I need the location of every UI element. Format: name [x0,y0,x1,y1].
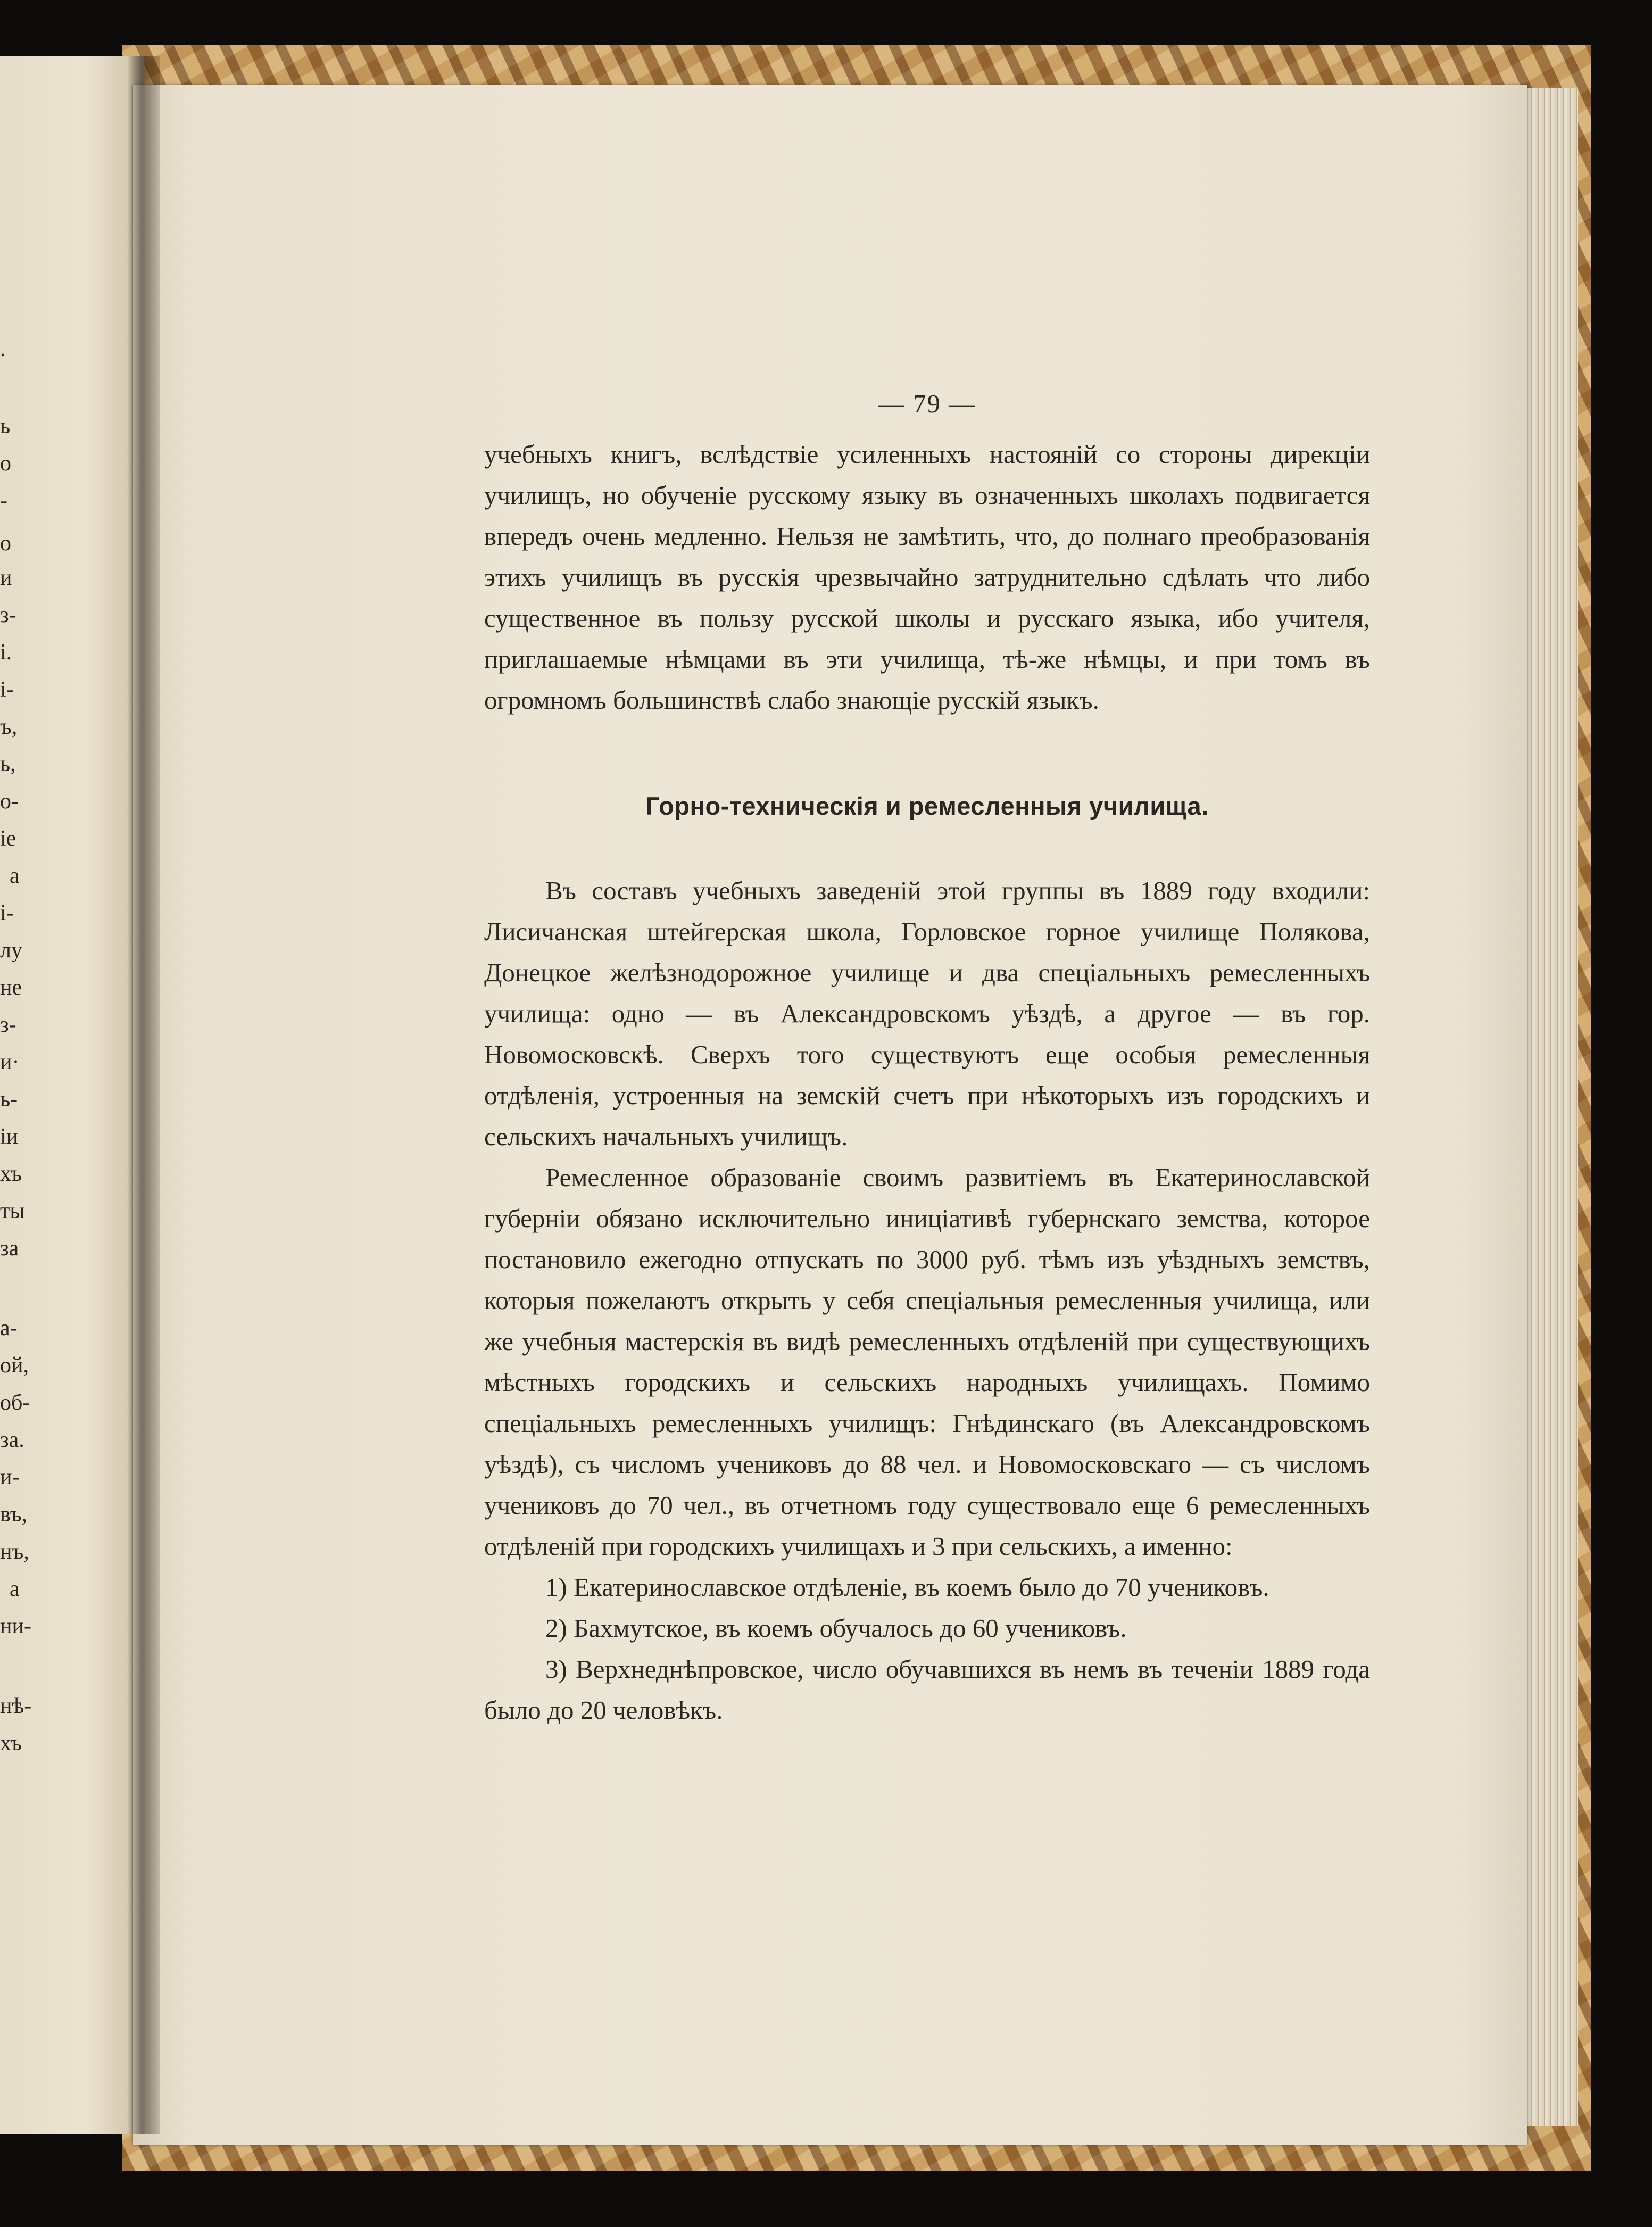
left-page-edge-fragment: ь, [0,752,16,776]
left-page-edge-fragment: о- [0,789,19,814]
left-page-edge-fragment: а [10,864,20,888]
list-item: 1) Екатеринославское отдѣленіе, въ коемъ было до 70 учениковъ. [545,1572,1269,1602]
left-page-edge-fragment: о [0,531,11,556]
left-page-edge-fragment: за. [0,1428,24,1452]
left-page-edge-fragment: з- [0,603,16,627]
left-page-edge-fragment: лу [0,938,22,963]
left-page-edge-fragment: і- [0,901,14,925]
left-page-edge-fragment: з- [0,1013,16,1037]
section-heading: Горно-техническія и ремесленныя училища. [645,792,1209,820]
paragraph-craft-education: Ремесленное образованіе своимъ развитіемъ въ Екатеринославской губерніи обязано исключительно иниціативѣ губернскаго земства, которое постановило ежегодно отпускать по 3000 руб. тѣмъ изъ уѣздныхъ земствъ, которыя пожелаютъ открыть у себя спеціальныя ремесленныя училища, или же учебныя мастерскія въ видѣ ремесленныхъ отдѣленій при существующихъ мѣстныхъ городскихъ и сельскихъ народныхъ училищахъ. Помимо спеціальныхъ ремесленныхъ училищъ: Гнѣдинскаго (въ Александровскомъ уѣздѣ), съ числомъ учениковъ до 88 чел. и Новомосковскаго — съ числомъ учениковъ до 70 чел., въ отчетномъ году существовало еще 6 ремесленныхъ отдѣленій при городскихъ училищахъ и 3 при сельскихъ, а именно: [484,1163,1370,1561]
book-page [133,85,1527,2145]
left-page-edge-fragment: и- [0,1465,20,1489]
left-page-edge-fragment: нѣ- [0,1694,32,1718]
left-page-edge-fragment: о [0,451,11,476]
list-item: 3) Верхнеднѣпровское, число обучавшихся въ немъ въ теченіи 1889 года было до 20 человѣкъ. [484,1654,1370,1725]
list-item: 2) Бахмутское, въ коемъ обучалось до 60 учениковъ. [545,1613,1127,1643]
left-page-edge-fragment: а- [0,1316,18,1340]
left-page-edge-fragment: и [0,566,12,590]
left-page-edge-fragment: об- [0,1390,30,1415]
left-page-edge-fragment: а [10,1577,20,1601]
left-page-edge-fragment: . [0,337,6,361]
paragraph-institutions: Въ составъ учебныхъ заведеній этой группы въ 1889 году входили: Лисичанская штейгерская школа, Горловское горное училище Полякова, Донецкое желѣзнодорожное училище и два спеціальныхъ ремесленныхъ училища: одно — въ Александровскомъ уѣздѣ, а другое — въ гор. Новомосковскѣ. Сверхъ того существуютъ еще особыя ремесленныя отдѣленія, устроенныя на земскій счетъ при нѣкоторыхъ изъ городскихъ и сельскихъ начальныхъ училищъ. [484,876,1370,1151]
gutter-shadow [128,56,160,2134]
left-page-edge-fragment: нъ, [0,1539,29,1564]
left-page-edge-fragment: і- [0,677,14,702]
left-page-edge-fragment: ь- [0,1087,18,1112]
left-page-edge-fragment: за [0,1236,19,1261]
left-page-edge-fragment: і. [0,640,12,665]
left-page-edge-fragment: іе [0,826,16,851]
left-page-edge-fragment: ой, [0,1353,29,1378]
page-number: — 79 — [878,389,976,418]
left-page-edge-fragment: ъ, [0,715,18,739]
left-page-edge-fragment: іи [0,1124,19,1149]
paragraph-continuation: учебныхъ книгъ, вслѣдствіе усиленныхъ настояній со стороны дирекціи училищъ, но обученіе русскому языку въ означенныхъ школахъ подвигается впередъ очень медленно. Нельзя не замѣтить, что, до полнаго преобразованія этихъ училищъ въ русскія чрезвычайно затруднительно сдѣлать что либо существенное въ пользу русской школы и русскаго языка, ибо учителя, приглашаемые нѣмцами въ эти училища, тѣ-же нѣмцы, и при томъ въ огромномъ большинствѣ слабо знающіе русскій языкъ. [484,440,1370,715]
left-facing-page [0,56,144,2134]
left-page-edge-fragment: - [0,489,7,513]
left-page-edge-fragment: въ, [0,1502,28,1527]
page-text-block [484,389,1370,1731]
left-page-edge-fragment: хъ [0,1162,22,1186]
left-page-edge-fragment: ни- [0,1614,31,1638]
left-page-edge-fragment: и· [0,1050,20,1074]
left-page-edge-fragment: ь [0,414,11,438]
left-page-edge-fragment: ты [0,1199,25,1223]
left-page-edge-fragment: хъ [0,1731,22,1756]
left-page-edge-fragment: не [0,975,22,1000]
